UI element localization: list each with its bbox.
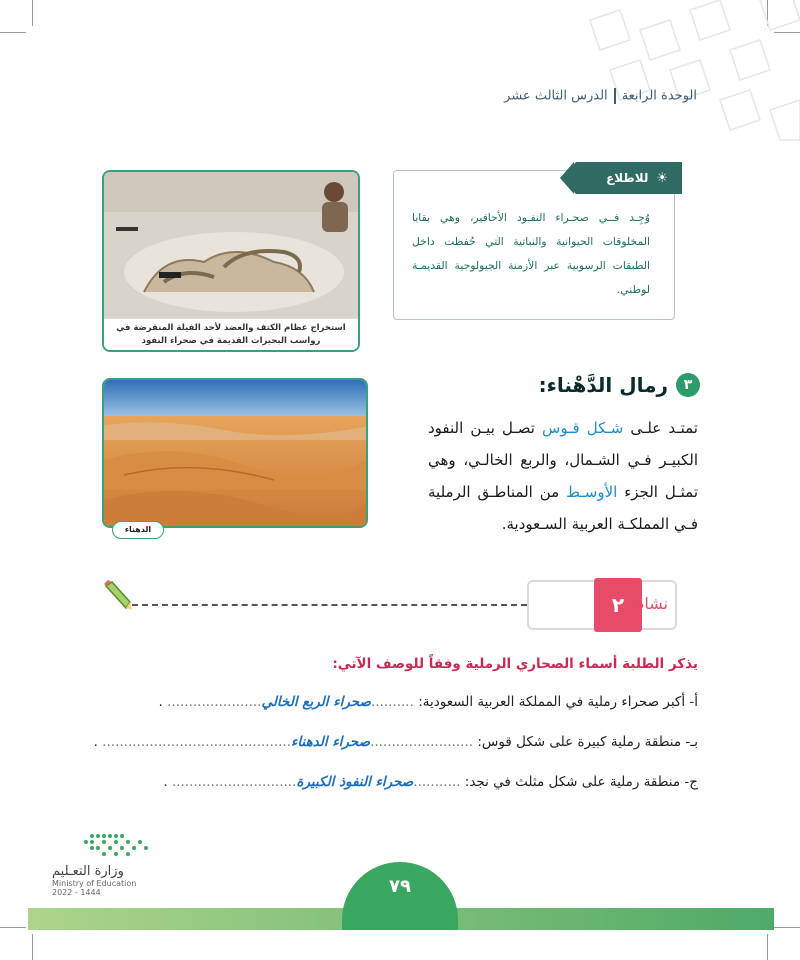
crop-mark — [0, 927, 26, 928]
question-prompt: ج- منطقة رملية على شكل مثلث في نجد: — [464, 774, 698, 790]
highlight-text: الأوسـط — [566, 483, 618, 501]
page-header — [0, 88, 800, 104]
crop-mark — [32, 0, 33, 26]
text-part: من المناطـق الرملية فـي المملكـة العربية السـعودية. — [428, 483, 698, 533]
section-heading — [539, 373, 700, 397]
dunes-photo — [102, 378, 368, 528]
question-a: أ- أكبر صحراء رملية في المملكة العربية السعودية: ..........صحراء الربع الخالي...................... . — [158, 694, 698, 710]
answer-text: صحراء الدهناء — [291, 734, 371, 750]
highlight-text: شـكل قـوس — [542, 419, 624, 437]
info-tag — [574, 162, 682, 194]
instruction-text: يذكر الطلبة أسماء الصحاري الرملية وفقاً للوصف الآتي: — [332, 656, 698, 672]
dots: ............................. — [171, 774, 297, 790]
ministry-logo — [52, 830, 172, 897]
header-separator — [614, 88, 616, 104]
ministry-name-ar: وزارة التعـليم — [52, 864, 124, 879]
dots: ............................................ — [102, 734, 292, 750]
crop-mark — [0, 32, 26, 33]
info-text: وُجِـد فــي صحـراء النفـود الأحافير، وهي بقايا المخلوقات الحيوانية والنباتية التي حُفظت داخل الطبقات الرسوبية عبر الأزمنة الجيولوجية القديمـة لوطني. — [412, 211, 650, 296]
answer-text: صحراء النفوذ الكبيرة — [296, 774, 414, 790]
excavation-photo — [102, 170, 360, 352]
dunes-image — [104, 380, 368, 528]
answer-text: صحراء الربع الخالي — [261, 694, 371, 710]
photo-caption: استخراج عظام الكتف والعضد لأحد الفيلة المنقرضة في رواسب البحيرات القديمة في صحراء النفود — [104, 318, 358, 350]
text-part: تمتـد علـى — [623, 419, 698, 437]
lesson-title: الدرس الثالث عشر — [504, 88, 608, 104]
info-tag-label: للاطلاع — [606, 171, 649, 185]
question-c: ج- منطقة رملية على شكل مثلث في نجد: ...........صحراء النفوذ الكبيرة............................. . — [163, 774, 698, 790]
section-text — [428, 412, 698, 540]
crop-mark — [774, 927, 800, 928]
excavation-image — [104, 172, 360, 322]
lightbulb-icon: ☀ — [656, 170, 668, 186]
question-prompt: أ- أكبر صحراء رملية في المملكة العربية السعودية: — [418, 694, 698, 710]
decorative-pattern — [470, 0, 800, 170]
activity-number: ٢ — [594, 578, 642, 632]
text-part: تصـل بيـن النفود الكبيـر فـي الشـمال، والربع الخالـي، وهي تمثـل الجزء — [428, 419, 698, 501]
dots: ........................ — [370, 734, 474, 750]
photo-tag: الدهناء — [112, 521, 164, 539]
question-b: بـ- منطقة رملية كبيرة على شكل قوس: ........................صحراء الدهناء............................................ . — [93, 734, 698, 750]
section-title: رمال الدَّهْناء: — [538, 373, 668, 397]
logo-dots-icon — [52, 830, 162, 860]
dots: ...................... — [167, 694, 262, 710]
ministry-name-en: Ministry of Education — [52, 879, 137, 888]
section-number: ٣ — [676, 373, 700, 397]
crop-mark — [32, 934, 33, 960]
page-number: ٧٩ — [342, 862, 458, 930]
crop-mark — [767, 934, 768, 960]
dots: ........... — [413, 774, 461, 790]
activity-label: نشاط — [629, 594, 668, 613]
dots: .......... — [370, 694, 414, 710]
question-prompt: بـ- منطقة رملية كبيرة على شكل قوس: — [477, 734, 698, 750]
dashed-line — [132, 604, 527, 606]
ministry-year: 2022 - 1444 — [52, 888, 101, 897]
unit-title: الوحدة الرابعة — [621, 88, 697, 104]
pencil-icon — [100, 578, 134, 612]
